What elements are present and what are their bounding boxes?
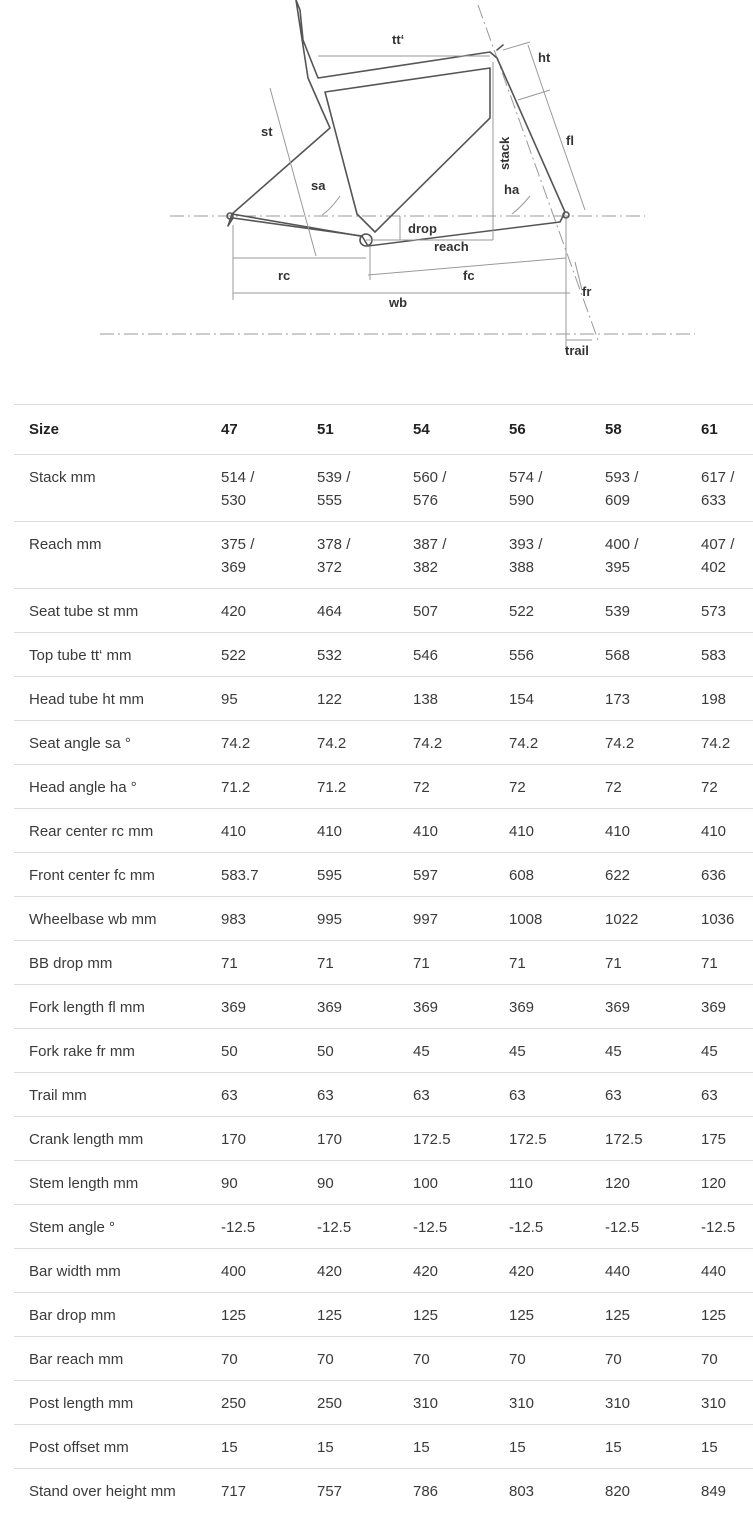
header-size-58: 58 (605, 421, 622, 438)
table-cell: 198 (701, 691, 727, 708)
table-cell: 63 (413, 1087, 430, 1104)
table-cell: 63 (701, 1087, 718, 1104)
table-cell: 71 (605, 955, 622, 972)
cell-line: 388 (509, 559, 535, 576)
table-row (14, 984, 753, 1028)
table-cell (206, 522, 302, 588)
row-label: Fork length fl mm (29, 999, 145, 1016)
geometry-diagram (0, 0, 753, 370)
table-cell: 70 (221, 1351, 238, 1368)
table-cell (686, 522, 753, 588)
cell-line: 539 / (317, 469, 351, 486)
headset-top (497, 45, 503, 50)
table-cell: 310 (701, 1395, 727, 1412)
row-label: Bar width mm (29, 1263, 121, 1280)
table-row (14, 1028, 753, 1072)
label-wb: wb (389, 295, 408, 310)
table-row (14, 808, 753, 852)
table-cell: 568 (605, 647, 631, 664)
cell-line: 590 (509, 492, 535, 509)
row-label: Rear center rc mm (29, 823, 154, 840)
table-cell: 70 (509, 1351, 526, 1368)
table-cell: -12.5 (221, 1219, 256, 1236)
cell-line: 530 (221, 492, 247, 509)
table-cell: 440 (701, 1263, 727, 1280)
table-cell: 71 (317, 955, 334, 972)
table-row (14, 1292, 753, 1336)
table-cell: -12.5 (605, 1219, 640, 1236)
row-label: Seat angle sa ° (29, 735, 131, 752)
table-cell: 74.2 (221, 735, 251, 752)
row-label: BB drop mm (29, 955, 113, 972)
table-cell (590, 522, 686, 588)
table-cell: 125 (509, 1307, 535, 1324)
table-cell: 70 (413, 1351, 430, 1368)
table-cell: 539 (605, 603, 631, 620)
table-cell: 122 (317, 691, 343, 708)
table-cell: 15 (605, 1439, 622, 1456)
row-label: Trail mm (29, 1087, 87, 1104)
table-cell: 63 (509, 1087, 526, 1104)
table-row (14, 521, 753, 588)
table-cell: 369 (605, 999, 631, 1016)
cell-line: 382 (413, 559, 439, 576)
table-cell: 507 (413, 603, 439, 620)
label-drop: drop (408, 221, 437, 236)
table-cell: 72 (701, 779, 718, 796)
cell-line: 617 / (701, 469, 735, 486)
table-cell: 74.2 (413, 735, 443, 752)
cell-line: 372 (317, 559, 343, 576)
table-cell: 369 (509, 999, 535, 1016)
table-cell: 997 (413, 911, 439, 928)
table-row (14, 1380, 753, 1424)
table-row (14, 1160, 753, 1204)
table-row (14, 1116, 753, 1160)
table-row (14, 940, 753, 984)
label-tt: tt‘ (392, 32, 405, 47)
table-row (14, 852, 753, 896)
label-fc: fc (463, 268, 475, 283)
table-row (14, 1072, 753, 1116)
ha-arc (512, 196, 530, 214)
table-cell: 15 (413, 1439, 430, 1456)
table-cell: -12.5 (701, 1219, 736, 1236)
table-cell: 410 (221, 823, 247, 840)
table-cell: 464 (317, 603, 343, 620)
header-size-54: 54 (413, 421, 430, 438)
table-cell: 757 (317, 1483, 343, 1500)
table-cell: -12.5 (413, 1219, 448, 1236)
label-stack: stack (497, 136, 512, 170)
cell-line: 514 / (221, 469, 255, 486)
table-cell: 72 (605, 779, 622, 796)
table-cell (302, 455, 398, 521)
table-cell: 995 (317, 911, 343, 928)
table-cell: 310 (509, 1395, 535, 1412)
table-cell: 369 (221, 999, 247, 1016)
table-cell: 74.2 (605, 735, 635, 752)
table-cell: 849 (701, 1483, 727, 1500)
table-row (14, 454, 753, 521)
row-label: Wheelbase wb mm (29, 911, 157, 928)
table-cell: 250 (221, 1395, 247, 1412)
table-cell: 74.2 (509, 735, 539, 752)
table-row (14, 1336, 753, 1380)
table-cell: 595 (317, 867, 343, 884)
table-cell: 556 (509, 647, 535, 664)
table-cell: 125 (413, 1307, 439, 1324)
table-cell: 410 (317, 823, 343, 840)
table-cell: 90 (221, 1175, 238, 1192)
table-cell: 15 (701, 1439, 718, 1456)
table-cell (494, 455, 590, 521)
cell-line: 560 / (413, 469, 447, 486)
table-cell: 170 (221, 1131, 247, 1148)
table-cell: 72 (413, 779, 430, 796)
chainstay (232, 214, 360, 236)
row-label: Head tube ht mm (29, 691, 145, 708)
table-cell: 45 (413, 1043, 430, 1060)
table-cell: 1008 (509, 911, 543, 928)
table-cell: 110 (509, 1175, 533, 1192)
cell-line: 378 / (317, 536, 351, 553)
table-cell: 420 (509, 1263, 535, 1280)
table-cell: 70 (701, 1351, 718, 1368)
table-cell (398, 522, 494, 588)
table-cell: 63 (317, 1087, 334, 1104)
table-cell (494, 522, 590, 588)
header-size-51: 51 (317, 421, 334, 438)
table-cell: 420 (221, 603, 247, 620)
table-cell: 50 (317, 1043, 334, 1060)
label-fl: fl (566, 133, 574, 148)
table-cell: 72 (509, 779, 526, 796)
table-cell: 172.5 (509, 1131, 547, 1148)
row-label: Top tube tt‘ mm (29, 647, 132, 664)
table-cell: 410 (509, 823, 535, 840)
table-cell: 172.5 (413, 1131, 451, 1148)
table-cell: 154 (509, 691, 535, 708)
cell-line: 400 / (605, 536, 639, 553)
table-cell: 250 (317, 1395, 343, 1412)
table-cell: 369 (317, 999, 343, 1016)
table-cell: 138 (413, 691, 439, 708)
row-label: Front center fc mm (29, 867, 155, 884)
table-cell: 120 (701, 1175, 727, 1192)
table-cell: -12.5 (509, 1219, 544, 1236)
table-cell: 100 (413, 1175, 439, 1192)
table-cell: 440 (605, 1263, 631, 1280)
row-label: Fork rake fr mm (29, 1043, 135, 1060)
table-cell: 71 (221, 955, 238, 972)
fl-dim-line (545, 95, 585, 210)
table-cell: 45 (605, 1043, 622, 1060)
table-cell: 1022 (605, 911, 639, 928)
table-cell: 74.2 (317, 735, 347, 752)
table-cell: 546 (413, 647, 439, 664)
row-label: Post offset mm (29, 1439, 129, 1456)
table-cell: -12.5 (317, 1219, 352, 1236)
row-label: Bar drop mm (29, 1307, 116, 1324)
table-cell: 71.2 (317, 779, 347, 796)
label-fr: fr (582, 284, 592, 299)
table-cell: 15 (317, 1439, 334, 1456)
table-row (14, 896, 753, 940)
table-cell: 420 (317, 1263, 343, 1280)
table-row (14, 632, 753, 676)
table-cell: 636 (701, 867, 727, 884)
row-label: Stand over height mm (29, 1483, 176, 1500)
table-cell: 63 (221, 1087, 238, 1104)
table-cell: 400 (221, 1263, 247, 1280)
table-cell: 410 (701, 823, 727, 840)
table-row (14, 676, 753, 720)
table-cell: 120 (605, 1175, 631, 1192)
table-cell: 1036 (701, 911, 735, 928)
table-cell: 74.2 (701, 735, 731, 752)
table-cell (206, 455, 302, 521)
table-row (14, 1424, 753, 1468)
table-cell: 63 (605, 1087, 622, 1104)
table-cell: 369 (413, 999, 439, 1016)
label-ha: ha (504, 182, 520, 197)
cell-line: 576 (413, 492, 439, 509)
table-cell: 369 (701, 999, 727, 1016)
table-cell (398, 455, 494, 521)
row-label: Stem length mm (29, 1175, 139, 1192)
header-size-56: 56 (509, 421, 526, 438)
table-row (14, 1468, 753, 1512)
table-cell: 410 (605, 823, 631, 840)
table-cell: 71 (509, 955, 526, 972)
table-cell: 717 (221, 1483, 247, 1500)
geometry-table (14, 404, 753, 1512)
table-cell (686, 455, 753, 521)
table-cell: 172.5 (605, 1131, 643, 1148)
table-cell: 803 (509, 1483, 535, 1500)
sa-arc (322, 196, 340, 215)
table-cell: 983 (221, 911, 247, 928)
table-cell: 820 (605, 1483, 631, 1500)
table-cell: 125 (605, 1307, 631, 1324)
cell-line: 609 (605, 492, 631, 509)
cell-line: 593 / (605, 469, 639, 486)
table-cell: 71 (701, 955, 718, 972)
row-label: Head angle ha ° (29, 779, 137, 796)
table-cell (302, 522, 398, 588)
table-cell: 125 (221, 1307, 247, 1324)
row-label: Crank length mm (29, 1131, 144, 1148)
table-cell: 173 (605, 691, 631, 708)
table-cell: 608 (509, 867, 535, 884)
table-cell: 45 (509, 1043, 526, 1060)
cell-line: 387 / (413, 536, 447, 553)
row-label: Post length mm (29, 1395, 134, 1412)
row-label: Reach mm (29, 536, 102, 553)
table-cell: 15 (509, 1439, 526, 1456)
row-label: Seat tube st mm (29, 603, 139, 620)
row-label: Stack mm (29, 469, 96, 486)
header-size: Size (29, 421, 60, 438)
cell-line: 555 (317, 492, 343, 509)
table-row (14, 720, 753, 764)
label-rc: rc (278, 268, 291, 283)
cell-line: 574 / (509, 469, 543, 486)
table-cell: 125 (317, 1307, 343, 1324)
table-cell: 583 (701, 647, 727, 664)
table-cell: 310 (413, 1395, 439, 1412)
table-cell: 170 (317, 1131, 343, 1148)
table-cell: 420 (413, 1263, 439, 1280)
row-label: Bar reach mm (29, 1351, 124, 1368)
table-cell: 522 (221, 647, 247, 664)
label-st: st (261, 124, 273, 139)
table-cell: 175 (701, 1131, 727, 1148)
table-cell: 597 (413, 867, 439, 884)
cell-line: 407 / (701, 536, 735, 553)
label-sa: sa (311, 178, 326, 193)
cell-line: 369 (221, 559, 247, 576)
table-cell: 70 (317, 1351, 334, 1368)
table-cell: 573 (701, 603, 727, 620)
table-cell: 786 (413, 1483, 439, 1500)
cell-line: 633 (701, 492, 727, 509)
table-cell (590, 455, 686, 521)
st-dim-line (270, 88, 316, 256)
label-trail: trail (565, 343, 589, 358)
frame-drawing (0, 0, 753, 370)
table-cell: 410 (413, 823, 439, 840)
cell-line: 375 / (221, 536, 255, 553)
table-cell: 583.7 (221, 867, 259, 884)
header-size-47: 47 (221, 421, 238, 438)
cell-line: 402 (701, 559, 727, 576)
table-cell: 71 (413, 955, 430, 972)
table-cell: 622 (605, 867, 631, 884)
table-cell: 95 (221, 691, 238, 708)
table-body (14, 454, 753, 1512)
table-cell: 15 (221, 1439, 238, 1456)
table-row (14, 1248, 753, 1292)
table-cell: 70 (605, 1351, 622, 1368)
row-label: Stem angle ° (29, 1219, 116, 1236)
table-row (14, 764, 753, 808)
cell-line: 395 (605, 559, 631, 576)
cell-line: 393 / (509, 536, 543, 553)
table-cell: 532 (317, 647, 343, 664)
table-row (14, 1204, 753, 1248)
label-ht: ht (538, 50, 551, 65)
table-cell: 45 (701, 1043, 718, 1060)
table-cell: 71.2 (221, 779, 251, 796)
table-cell: 310 (605, 1395, 631, 1412)
header-size-61: 61 (701, 421, 718, 438)
label-reach: reach (434, 239, 469, 254)
table-header-row (14, 404, 753, 454)
table-cell: 522 (509, 603, 535, 620)
table-cell: 125 (701, 1307, 727, 1324)
table-cell: 50 (221, 1043, 238, 1060)
ht-dim-tick-top (503, 42, 530, 50)
table-row (14, 588, 753, 632)
table-cell: 90 (317, 1175, 334, 1192)
